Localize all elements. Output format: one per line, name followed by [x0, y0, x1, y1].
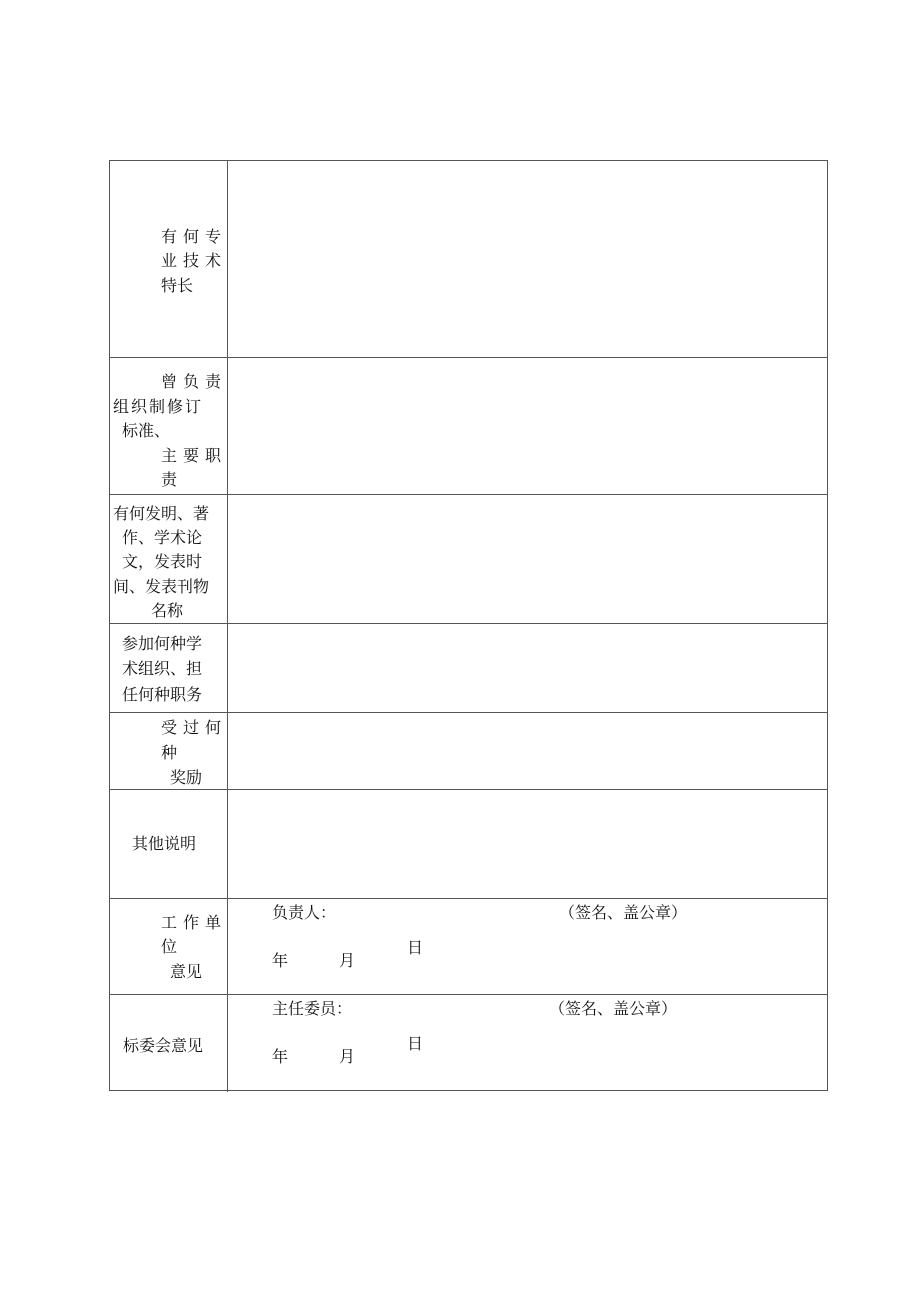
label-organizations — [110, 624, 228, 712]
label-line: 位 — [161, 937, 178, 956]
organizations-input-area[interactable] — [228, 624, 827, 712]
row-publications — [110, 495, 827, 624]
label-line: 组织制修订 — [113, 397, 204, 416]
label-line: 参加何种学 — [122, 634, 203, 653]
label-line: 种 — [161, 743, 178, 762]
label-line: 受过何 — [161, 718, 228, 737]
label-unit-opinion — [110, 899, 228, 994]
label-other — [110, 790, 228, 898]
day-label: 日 — [407, 938, 424, 957]
label-publications — [110, 495, 228, 623]
signature-seal-note: （签名、盖公章） — [549, 999, 678, 1018]
row-awards — [110, 713, 827, 790]
label-line: 意见 — [170, 962, 203, 981]
label-standards — [110, 358, 228, 494]
label-line: 文，发表时 — [122, 552, 203, 571]
year-label: 年 — [272, 1047, 289, 1066]
label-line: 有何专 — [161, 227, 228, 246]
signature-seal-note: （签名、盖公章） — [559, 903, 688, 922]
label-line: 业技术 — [161, 251, 228, 270]
month-label: 月 — [339, 951, 356, 970]
standards-input-area[interactable] — [228, 358, 827, 494]
row-other — [110, 790, 827, 899]
label-line: 任何种职务 — [122, 685, 203, 704]
label-specialty — [110, 161, 228, 357]
label-line: 工作单 — [161, 913, 228, 932]
row-organizations — [110, 624, 827, 713]
label-line: 奖励 — [170, 768, 203, 787]
publications-input-area[interactable] — [228, 495, 827, 623]
year-label: 年 — [272, 951, 289, 970]
label-line: 责 — [161, 470, 178, 489]
label-line: 主要职 — [161, 446, 228, 465]
row-specialty — [110, 161, 827, 358]
awards-input-area[interactable] — [228, 713, 827, 789]
application-form-table — [109, 160, 828, 1091]
specialty-input-area[interactable] — [228, 161, 827, 357]
label-line: 标准、 — [122, 421, 171, 440]
month-label: 月 — [339, 1047, 356, 1066]
label-line: 特长 — [161, 276, 194, 295]
day-label: 日 — [407, 1034, 424, 1053]
label-line: 间、发表刊物 — [113, 577, 210, 596]
label-line: 作、学术论 — [122, 528, 203, 547]
label-committee-opinion — [110, 995, 228, 1092]
unit-opinion-area[interactable] — [228, 899, 827, 994]
committee-opinion-area[interactable] — [228, 995, 827, 1092]
label-line: 术组织、担 — [122, 659, 203, 678]
label-line: 曾负责 — [161, 372, 228, 391]
label-line: 标委会意见 — [123, 1036, 204, 1055]
row-committee-opinion — [110, 995, 827, 1092]
label-line: 名称 — [151, 601, 184, 620]
label-line: 有何发明、著 — [113, 504, 210, 523]
row-standards — [110, 358, 827, 495]
label-awards — [110, 713, 228, 789]
signer-label: 主任委员： — [272, 999, 353, 1018]
signer-label: 负责人： — [272, 903, 337, 922]
label-line: 其他说明 — [132, 834, 197, 853]
row-unit-opinion — [110, 899, 827, 995]
other-input-area[interactable] — [228, 790, 827, 898]
